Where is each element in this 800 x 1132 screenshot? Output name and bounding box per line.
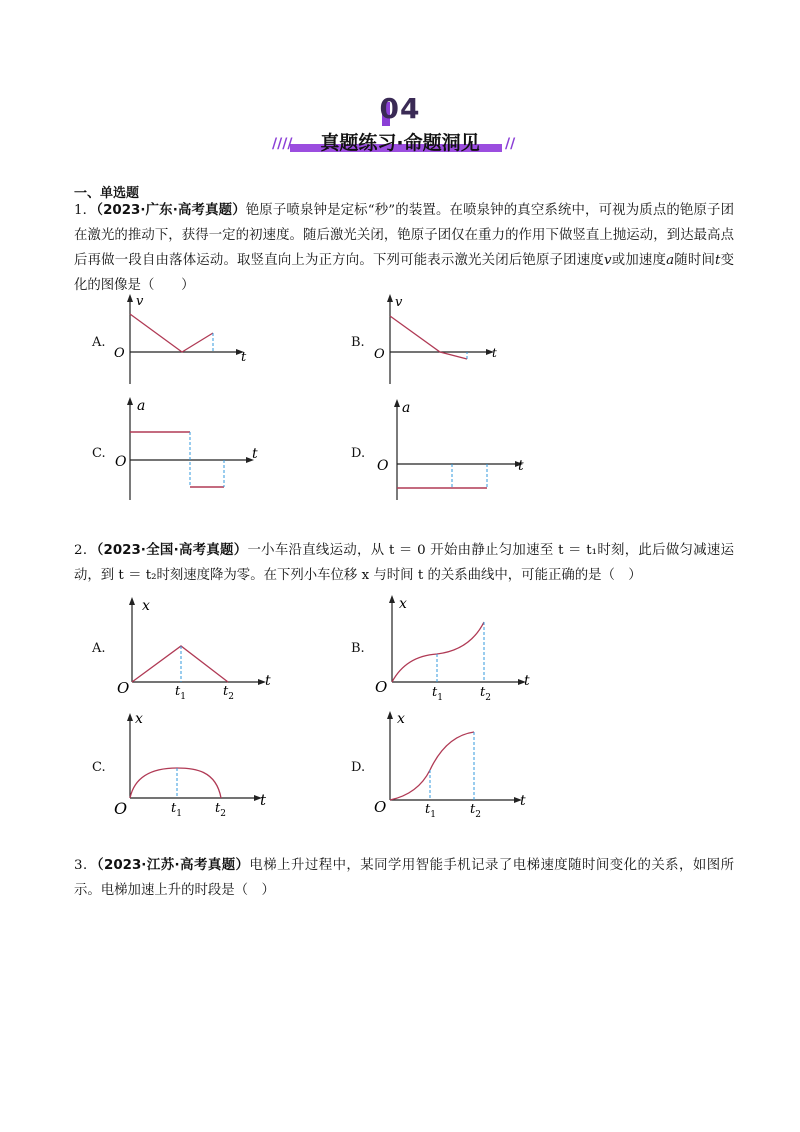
y-axis-label: v (395, 295, 403, 310)
y-axis-arrow (394, 399, 400, 407)
velocity-line (130, 314, 213, 352)
displacement-curve (392, 622, 484, 682)
t2-label: $t_2$ (470, 802, 481, 820)
q1-option-c-graph (110, 394, 270, 504)
q3-source: （2023·江苏·高考真题） (96, 858, 250, 873)
origin-label: O (115, 454, 127, 470)
q2-option-b-letter: B. (351, 641, 365, 656)
y-axis-label: x (135, 711, 143, 727)
chapter-number: 04 (379, 92, 421, 125)
q1-option-d-graph (377, 396, 537, 504)
q2-number: 2． (74, 543, 97, 558)
q1-var-v: v (603, 253, 612, 268)
q3-number: 3． (74, 858, 97, 873)
t1-label: $t_1$ (171, 801, 182, 819)
q1-var-t: t (715, 253, 721, 268)
origin-label: O (374, 798, 387, 816)
y-axis-arrow (129, 597, 135, 605)
x-axis-label: t (241, 350, 247, 365)
q1-option-a-graph (110, 292, 260, 387)
q2-option-a-letter: A. (92, 641, 106, 656)
q3-text: 电梯上升过程中，某同学用智能手机记录了电梯速度随时间变化的关系，如图所示。电梯加速上升的时段是（ ） (74, 858, 735, 898)
question-1 (74, 198, 734, 298)
section-title: 一、单选题 (74, 186, 140, 201)
x-axis-label: t (260, 791, 267, 809)
t2-label: $t_2$ (480, 685, 491, 703)
y-axis-label: a (137, 398, 146, 414)
displacement-curve (130, 768, 221, 798)
q1-option-b-letter: B. (351, 335, 365, 350)
q1-source: （2023·广东·高考真题） (96, 203, 246, 218)
y-axis-arrow (387, 294, 393, 302)
title-slashes-right: // (505, 136, 516, 152)
x-axis-label: t (265, 673, 271, 689)
x-axis-label: t (492, 346, 497, 360)
chapter-header (0, 92, 800, 162)
t1-label: $t_1$ (432, 685, 443, 703)
q2-option-a-graph (114, 594, 284, 704)
question-2 (74, 538, 734, 588)
q2-text: 一小车沿直线运动，从 t ＝ 0 开始由静止匀加速至 t ＝ t₁时刻，此后做匀减速运动，到 t ＝ t₂时刻速度降为零。在下列小车位移 x 与时间 t 的关系曲线中，可能正确的是（ ） (74, 543, 734, 583)
q1-text-b: 或加速度 (611, 253, 667, 268)
y-axis-label: x (142, 598, 150, 614)
x-axis-label: t (520, 793, 526, 809)
y-axis-arrow (127, 713, 133, 721)
q1-option-a-letter: A. (92, 335, 106, 350)
y-axis-arrow (127, 294, 133, 302)
y-axis-label: x (397, 711, 405, 727)
title-slashes-left: //// (272, 136, 293, 152)
question-3 (74, 853, 734, 903)
q1-text-d: 变化的图像是（ ） (74, 253, 735, 293)
q1-text-c: 随时间 (674, 253, 716, 268)
t2-label: $t_2$ (223, 684, 234, 702)
x-axis-label: t (518, 458, 524, 474)
y-axis-label: a (402, 400, 411, 416)
origin-label: O (117, 679, 130, 697)
page-title: 真题练习·命题洞见 (320, 132, 480, 154)
origin-label: O (375, 678, 388, 696)
q1-option-d-letter: D. (351, 446, 366, 461)
q2-option-b-graph (374, 592, 544, 704)
q1-option-b-graph (370, 292, 520, 387)
origin-label: O (377, 458, 389, 474)
q2-option-d-graph (374, 708, 544, 822)
y-axis-arrow (389, 595, 395, 603)
y-axis-label: x (399, 596, 407, 612)
q2-option-c-letter: C. (92, 760, 106, 775)
q2-option-d-letter: D. (351, 760, 366, 775)
y-axis-label: v (136, 294, 144, 309)
q1-var-a: a (666, 253, 675, 268)
x-axis-label: t (524, 673, 530, 689)
t1-label: $t_1$ (425, 802, 436, 820)
origin-label: O (374, 347, 385, 362)
q2-option-c-graph (114, 710, 284, 822)
q2-source: （2023·全国·高考真题） (96, 543, 248, 558)
y-axis-arrow (127, 397, 133, 405)
displacement-curve (390, 732, 474, 800)
q1-number: 1． (74, 203, 97, 218)
y-axis-arrow (387, 711, 393, 719)
t2-label: $t_2$ (215, 801, 226, 819)
q1-option-c-letter: C. (92, 446, 106, 461)
x-axis-label: t (252, 446, 258, 462)
origin-label: O (114, 346, 125, 361)
displacement-curve (132, 646, 228, 682)
origin-label: O (114, 799, 128, 818)
q1-text-a: 铯原子喷泉钟是定标“秒”的装置。在喷泉钟的真空系统中，可视为质点的铯原子团在激光的推动下，获得一定的初速度。随后激光关闭，铯原子团仅在重力的作用下做竖直上抛运动，到达最高点后再做一段自由落体运动。取竖直向上为正方向。下列可能表示激光关闭后铯原子团速度 (74, 203, 734, 268)
t1-label: $t_1$ (175, 684, 186, 702)
